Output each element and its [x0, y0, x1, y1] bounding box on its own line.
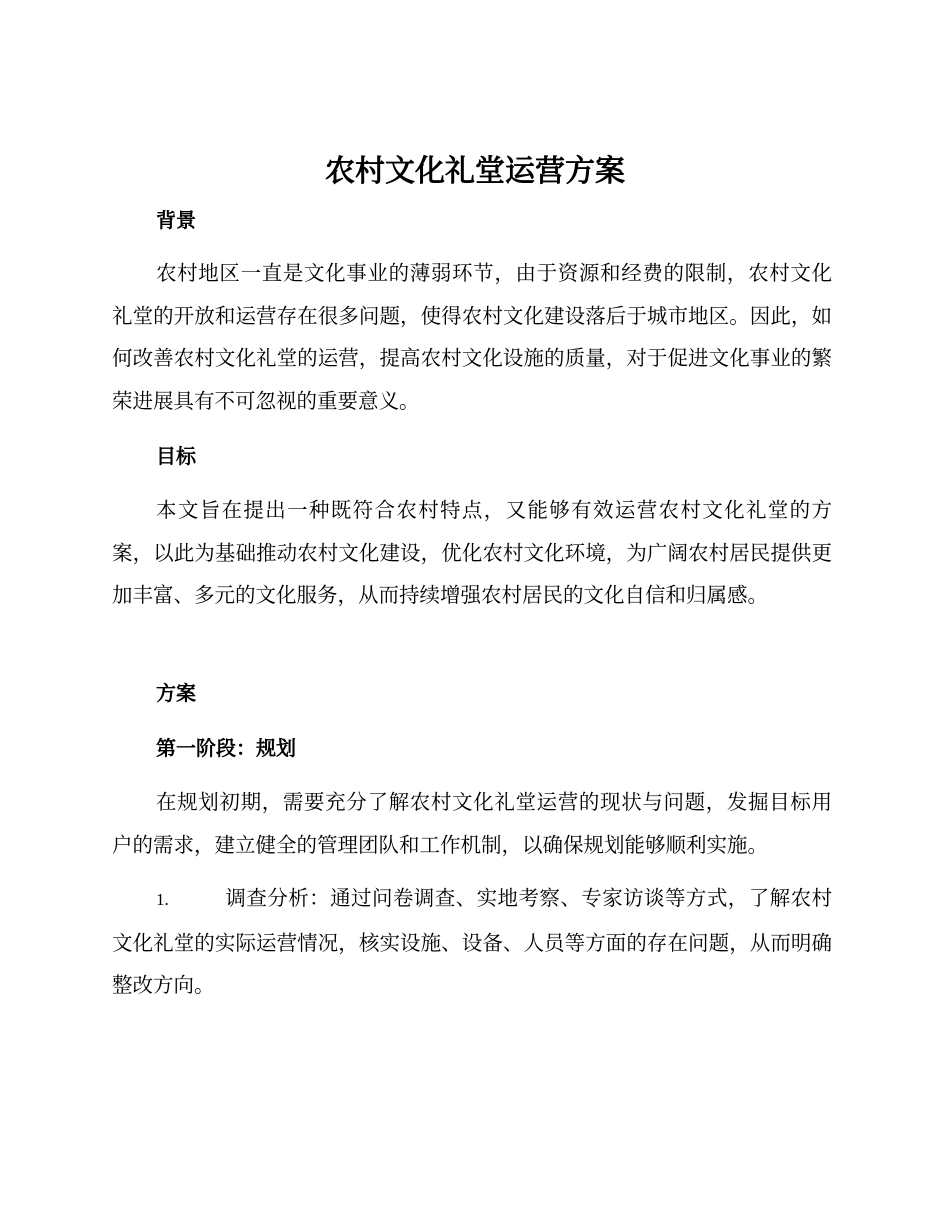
section-heading-background: 背景: [156, 208, 196, 232]
phase-heading-planning: 第一阶段：规划: [156, 736, 296, 760]
list-item-text: 调查分析：通过问卷调查、实地考察、专家访谈等方式，了解农村文化礼堂的实际运营情况，核实设施、设备、人员等方面的存在问题，从而明确整改方向。: [112, 886, 832, 997]
goal-paragraph: 本文旨在提出一种既符合农村特点，又能够有效运营农村文化礼堂的方案，以此为基础推动农村文化建设，优化农村文化环境，为广阔农村居民提供更加丰富、多元的文化服务，从而持续增强农村居民的文化自信和归属感。: [112, 498, 832, 607]
section-heading-plan: 方案: [156, 681, 196, 705]
background-paragraph: 农村地区一直是文化事业的薄弱环节，由于资源和经费的限制，农村文化礼堂的开放和运营存在很多问题，使得农村文化建设落后于城市地区。因此，如何改善农村文化礼堂的运营，提高农村文化设施的质量，对于促进文化事业的繁荣进展具有不可忽视的重要意义。: [112, 261, 832, 413]
document-title: 农村文化礼堂运营方案: [325, 154, 625, 189]
list-item: [112, 877, 832, 1007]
section-heading-goal: 目标: [156, 444, 196, 468]
list-item-number: 1.: [156, 890, 169, 909]
phase1-paragraph: 在规划初期，需要充分了解农村文化礼堂运营的现状与问题，发掘目标用户的需求，建立健全的管理团队和工作机制，以确保规划能够顺利实施。: [112, 790, 832, 857]
